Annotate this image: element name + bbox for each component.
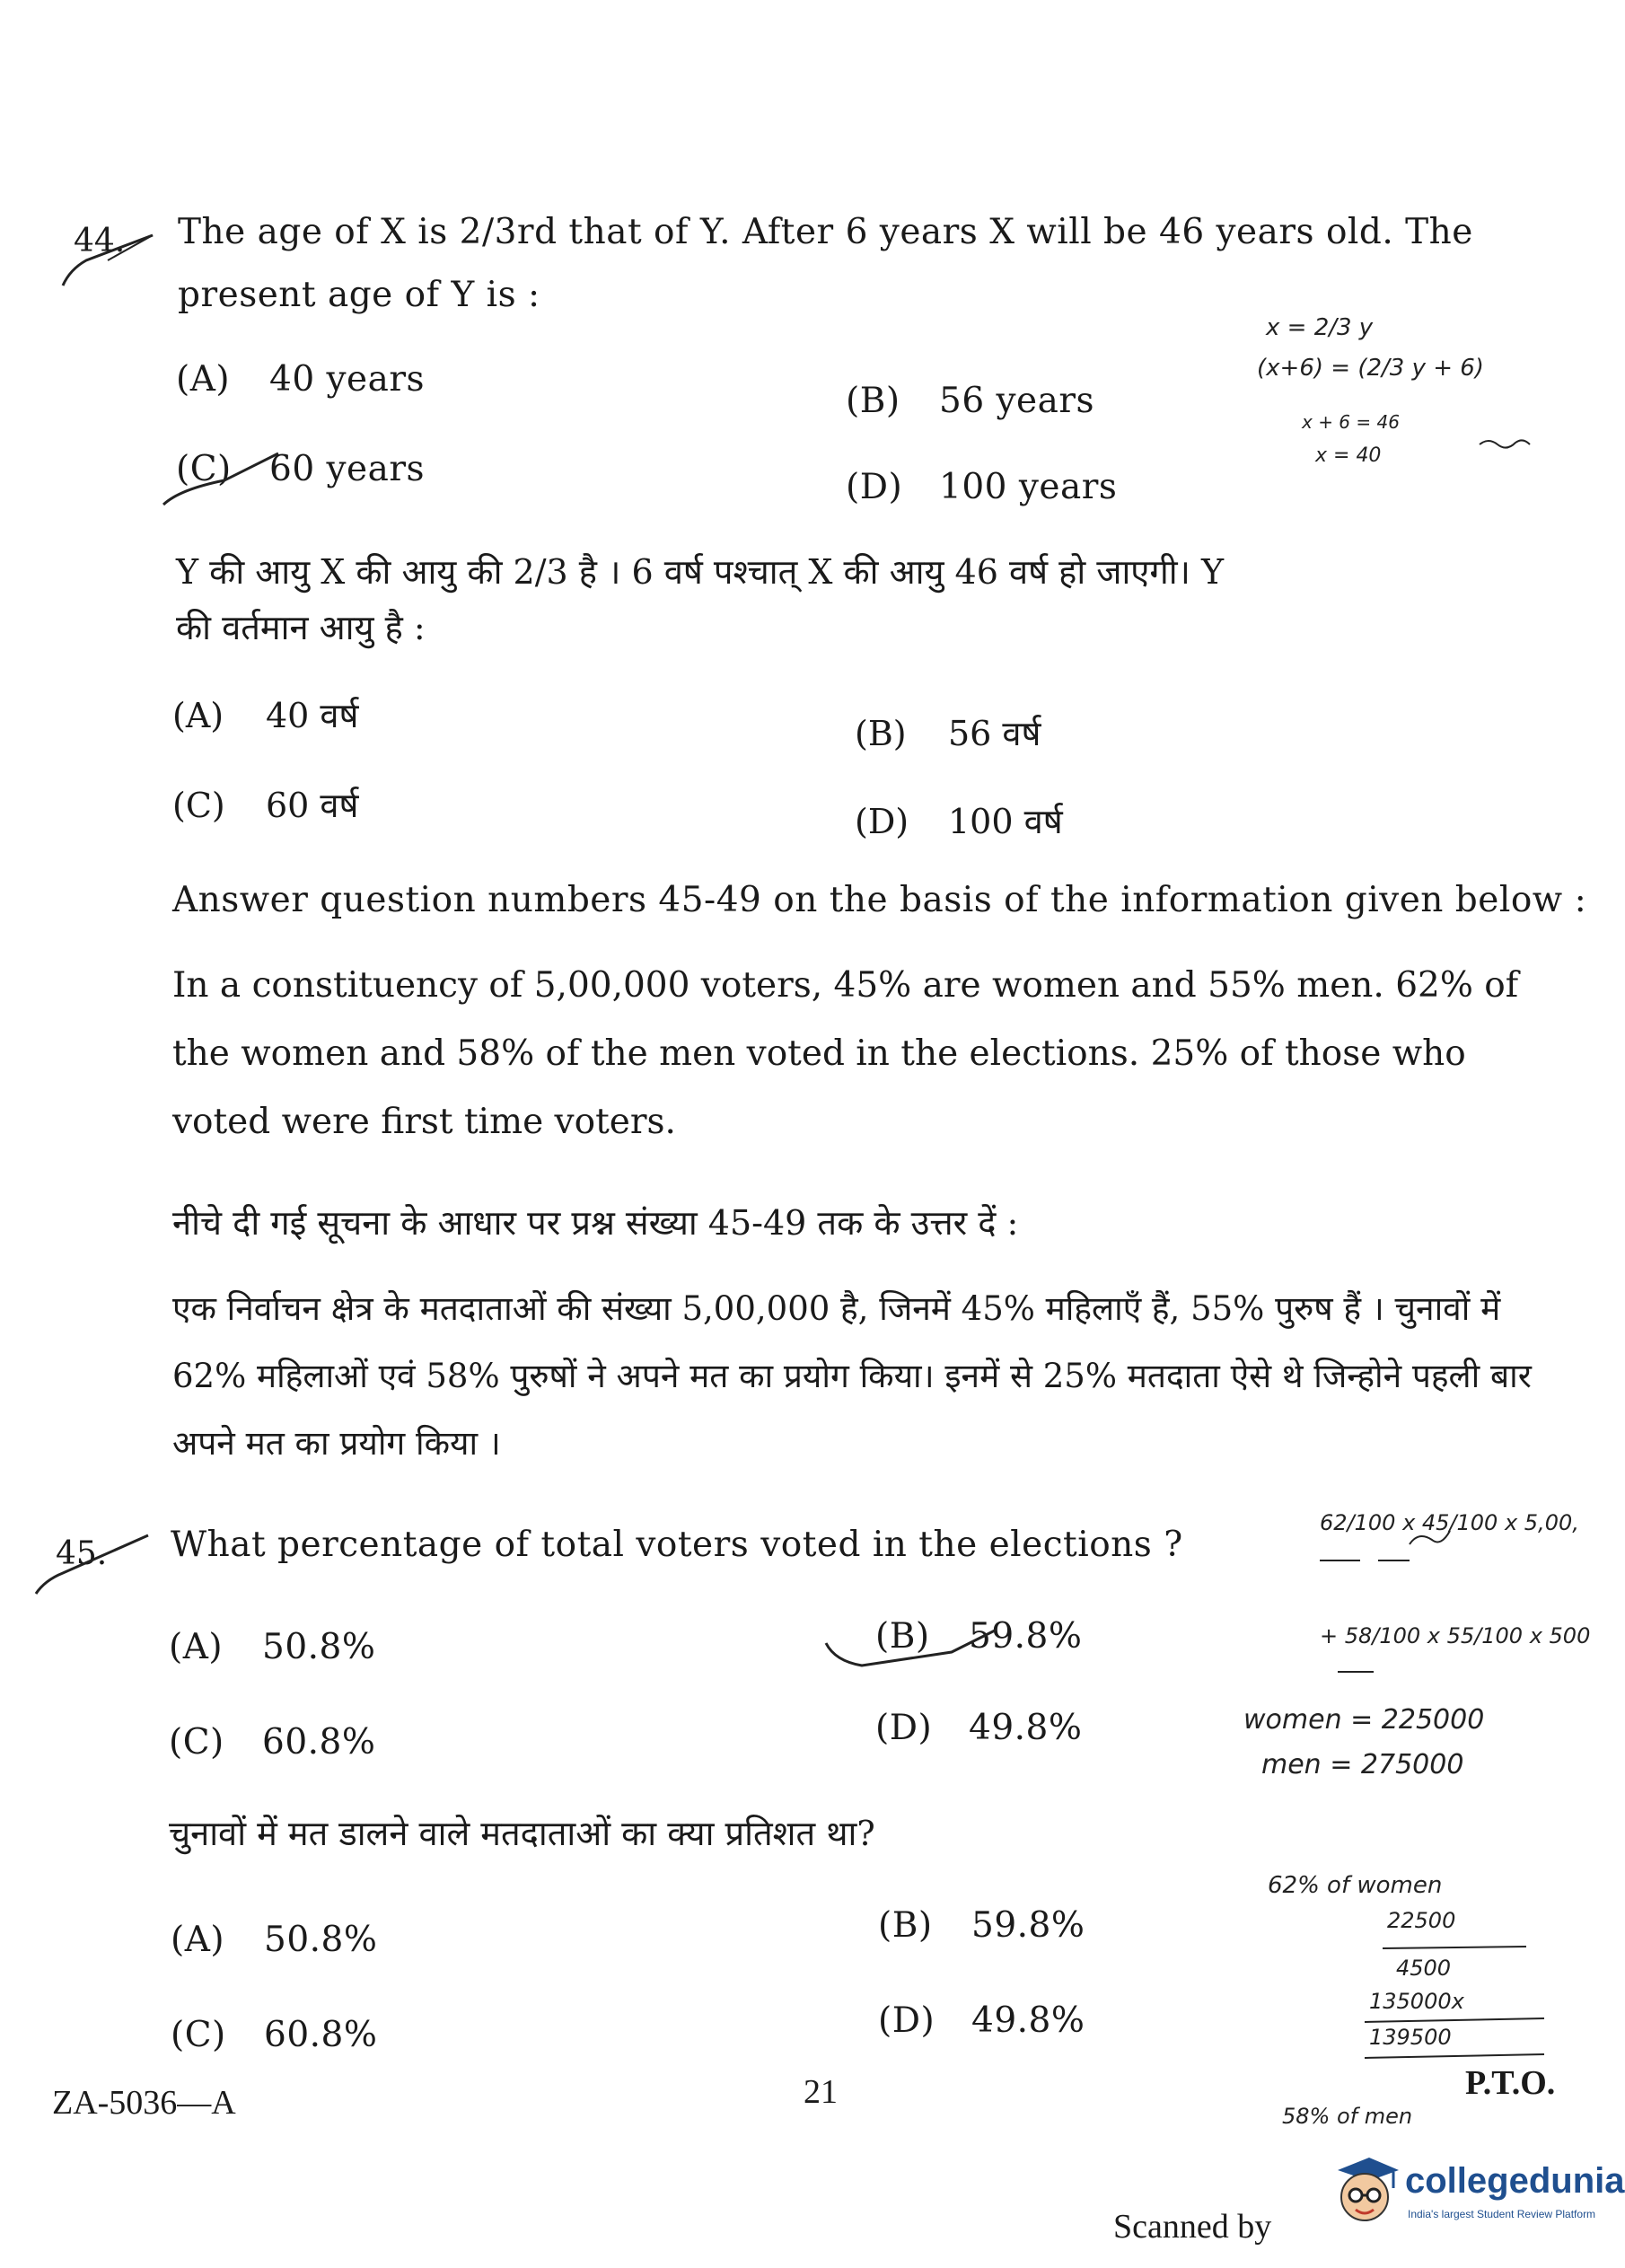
option-text: 60.8%	[262, 1722, 376, 1763]
option-text: 40 वर्ष	[266, 696, 359, 735]
option-text: 49.8%	[969, 1708, 1083, 1748]
q45-note-62pct: 62% of women	[1268, 1872, 1443, 1899]
option-label: (D)	[846, 467, 903, 507]
option-text: 56 वर्ष	[948, 714, 1041, 753]
option-text: 49.8%	[971, 2000, 1085, 2041]
question-44-hindi-line1: Y की आयु X की आयु की 2/3 है । 6 वर्ष पश्चात् X की आयु 46 वर्ष हो जाएगी। Y	[176, 552, 1225, 592]
q44-note-2: (x+6) = (2/3 y + 6)	[1257, 355, 1484, 382]
question-44-text-line1: The age of X is 2/3rd that of Y. After 6 years X will be 46 years old. The	[178, 212, 1473, 252]
q45-note-women: women = 225000	[1243, 1704, 1485, 1736]
paper-code: ZA-5036—A	[52, 2084, 236, 2122]
question-44-number: 44.	[74, 223, 126, 259]
calc-line	[1365, 2054, 1544, 2058]
q45-note-1: 62/100 x 45/100 x 5,00,	[1320, 1510, 1579, 1535]
passage-instruction-en: Answer question numbers 45-49 on the basis of the information given below :	[172, 880, 1587, 920]
q45-tick-mark	[36, 1535, 148, 1594]
option-label: (C)	[171, 2015, 226, 2055]
q45-note-calc-4: 139500	[1369, 2025, 1452, 2050]
option-label: (A)	[176, 359, 231, 400]
option-label: (B)	[878, 1905, 933, 1946]
option-label: (D)	[878, 2000, 935, 2041]
q44-note-4: x = 40	[1315, 444, 1382, 467]
option-label: (A)	[169, 1627, 224, 1667]
passage-instruction-hi: नीचे दी गई सूचना के आधार पर प्रश्न संख्या 45-49 तक के उत्तर दें :	[172, 1203, 1019, 1243]
calc-line	[1365, 2018, 1544, 2022]
option-text: 60.8%	[264, 2015, 378, 2055]
q44-tick-stroke	[108, 235, 153, 260]
scribble	[1410, 1531, 1450, 1544]
option-label: (B)	[875, 1616, 930, 1657]
option-text: 60 years	[269, 449, 426, 489]
option-label: (C)	[169, 1722, 224, 1763]
q45-note-calc-3: 135000x	[1369, 1989, 1464, 2014]
option-text: 50.8%	[264, 1920, 378, 1960]
option-label: (C)	[172, 786, 225, 825]
passage-body-hi: एक निर्वाचन क्षेत्र के मतदाताओं की संख्या 5,00,000 है, जिनमें 45% महिलाएँ हैं, 55% पुरुष हैं । चुनावों में 62% महिलाओं एवं 58% पुरुषों ने अपने मत का प्रयोग किया। इनमें से 25% मतदाता ऐसे थे जिन्होने पहली बार अपने मत का प्रयोग किया ।	[172, 1289, 1532, 1463]
q44-note-1: x = 2/3 y	[1266, 314, 1374, 341]
question-45-number: 45.	[56, 1535, 108, 1572]
option-label: (B)	[855, 714, 907, 753]
q45-note-58pct: 58% of men	[1282, 2104, 1413, 2129]
question-44-hindi-line2: की वर्तमान आयु है :	[176, 608, 426, 647]
q45-note-2: + 58/100 x 55/100 x 500	[1320, 1623, 1591, 1648]
scribble	[1480, 440, 1530, 447]
logo-tagline: India's largest Student Review Platform	[1408, 2208, 1596, 2220]
option-label: (B)	[846, 381, 900, 421]
option-text: 40 years	[269, 359, 426, 400]
option-label: (A)	[171, 1920, 225, 1960]
q44-note-3: x + 6 = 46	[1302, 411, 1400, 433]
page-number: 21	[804, 2073, 838, 2111]
scanned-by-label: Scanned by	[1113, 2208, 1272, 2246]
pto-label: P.T.O.	[1465, 2064, 1556, 2102]
option-label: (D)	[855, 802, 909, 841]
option-label: (D)	[875, 1708, 933, 1748]
calc-line	[1383, 1947, 1526, 1948]
option-text: 50.8%	[262, 1627, 376, 1667]
q45-note-calc-2: 4500	[1396, 1956, 1452, 1981]
q44-answer-mark	[163, 453, 278, 505]
passage-body-en: In a constituency of 5,00,000 voters, 45% are women and 55% men. 62% of the women and 58% of the men voted in the elections. 25% of those who voted were first time voters.	[172, 965, 1519, 1142]
question-44-text-line2: present age of Y is :	[178, 275, 540, 315]
option-text: 100 वर्ष	[948, 802, 1063, 841]
question-45-text: What percentage of total voters voted in the elections ?	[171, 1525, 1183, 1565]
option-label: (C)	[176, 449, 232, 489]
q45-note-calc-1: 22500	[1387, 1908, 1456, 1933]
logo-name: collegedunia	[1405, 2161, 1625, 2201]
q45-answer-mark	[826, 1630, 997, 1666]
question-45-hindi-text: चुनावों में मत डालने वाले मतदाताओं का क्या प्रतिशत था?	[169, 1814, 875, 1853]
option-text: 59.8%	[971, 1905, 1085, 1946]
option-text: 56 years	[939, 381, 1095, 421]
option-text: 100 years	[939, 467, 1118, 507]
option-label: (A)	[172, 696, 224, 735]
option-text: 59.8%	[969, 1616, 1083, 1657]
option-text: 60 वर्ष	[266, 786, 359, 825]
q45-note-men: men = 275000	[1261, 1749, 1464, 1780]
